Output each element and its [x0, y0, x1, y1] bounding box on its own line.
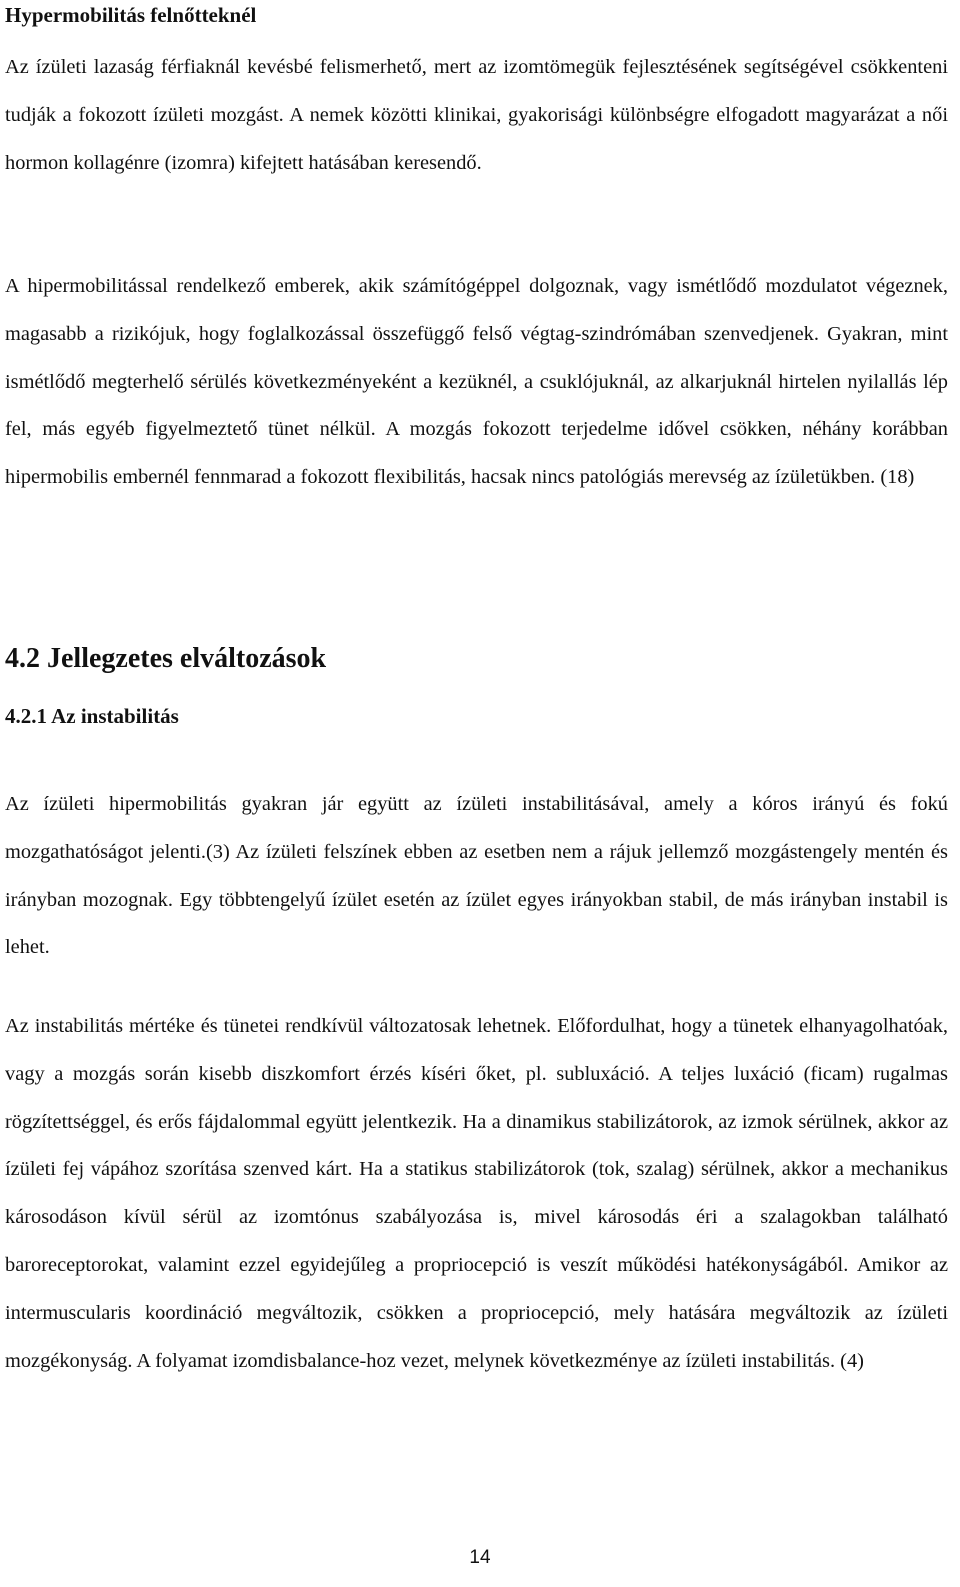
paragraph-2: A hipermobilitással rendelkező emberek, akik számítógéppel dolgoznak, vagy ismétlődő mozdulatot végeznek, magasabb a rizikójuk, hogy foglalkozással összefüggő felső végtag-szindrómában szenvedjenek. Gyakran, mint ismétlődő megterhelő sérülés következményeként a kezüknél, a csuklójuknál, az alkarjuknál hirtelen nyilallás lép fel, más egyéb figyelmeztető tünet nélkül. A mozgás fokozott terjedelme idővel csökken, néhány korábban hipermobilis embernél fennmarad a fokozott flexibilitás, hacsak nincs patológiás merevség az ízületükben. (18) — [5, 275, 948, 489]
heading-4-2-1: 4.2.1 Az instabilitás — [5, 704, 179, 728]
section-title: Hypermobilitás felnőtteknél — [5, 3, 257, 27]
page-number: 14 — [469, 1547, 491, 1568]
heading-4-2: 4.2 Jellegzetes elváltozások — [5, 643, 327, 674]
paragraph-1: Az ízületi lazaság férfiaknál kevésbé felismerhető, mert az izomtömegük fejlesztésének segítségével csökkenteni tudják a fokozott ízületi mozgást. A nemek közötti klinikai, gyakorisági különbségre elfogadott magyarázat a női hormon kollagénre (izomra) kifejtett hatásában keresendő. — [5, 56, 948, 174]
paragraph-4: Az instabilitás mértéke és tünetei rendkívül változatosak lehetnek. Előfordulhat, hogy a tünetek elhanyagolhatóak, vagy a mozgás során kisebb diszkomfort érzés kíséri őket, pl. subluxáció. A teljes luxáció (ficam) rugalmas rögzítettséggel, és erős fájdalommal együtt jelentkezik. Ha a dinamikus stabilizátorok, az izmok sérülnek, akkor az ízületi fej vápához szorítása szenved kárt. Ha a statikus stabilizátorok (tok, szalag) sérülnek, akkor a mechanikus károsodáson kívül sérül az izomtónus szabályozása is, mivel károsodás éri a szalagokban található baroreceptorokat, valamint ezzel egyidejűleg a propriocepció is veszít működési hatékonyságából. Amikor az intermuscularis koordináció megváltozik, csökken a propriocepció, mely hatására megváltozik az ízületi mozgékonyság. A folyamat izomdisbalance-hoz vezet, melynek következménye az ízületi instabilitás. (4) — [5, 1015, 948, 1372]
paragraph-3: Az ízületi hipermobilitás gyakran jár együtt az ízületi instabilitásával, amely a kóros irányú és fokú mozgathatóságot jelenti.(3) Az ízületi felszínek ebben az esetben nem a rájuk jellemző mozgástengely mentén és irányban mozognak. Egy többtengelyű ízület esetén az ízület egyes irányokban stabil, de más irányban instabil is lehet. — [5, 793, 948, 959]
